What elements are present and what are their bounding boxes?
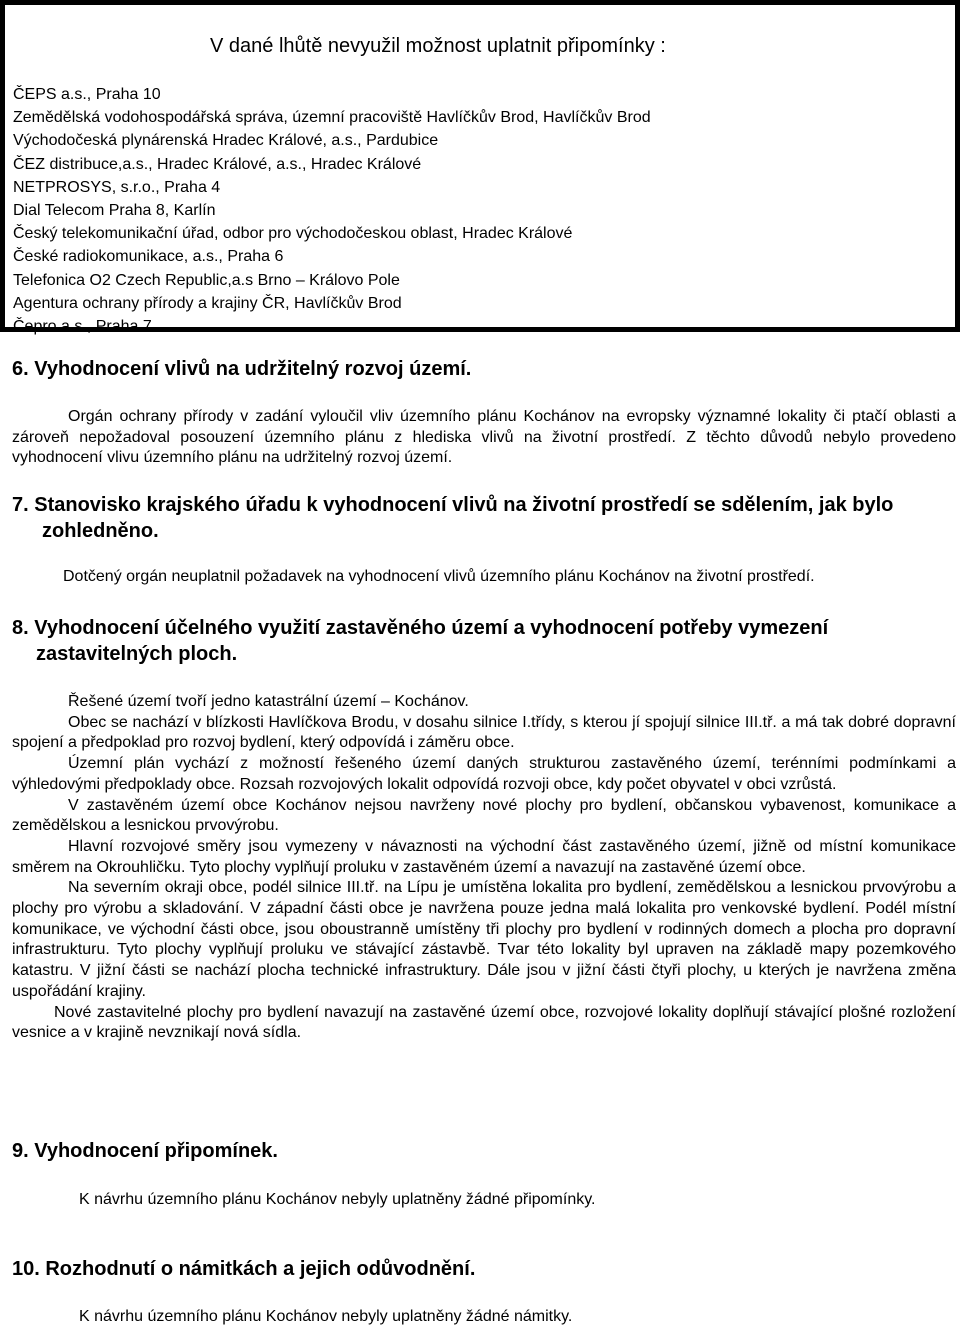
section-8-text bbox=[12, 692, 956, 1044]
paragraph: Hlavní rozvojové směry jsou vymezeny v návaznosti na východní část zastavěného území, jižně od místní komunikace směrem na Okrouhličku. Tyto plochy vyplňují proluku v zastavěném území a navazují na zastavěné území obce. bbox=[12, 837, 956, 876]
paragraph: Obec se nachází v blízkosti Havlíčkova Brodu, v dosahu silnice I.třídy, s kterou jí spojují silnice III.tř. a má tak dobré dopravní spojení a předpoklad pro rozvoj bydlení, který odpovídá i záměru obce. bbox=[12, 713, 956, 752]
list-item: Čepro a.s., Praha 7 bbox=[13, 317, 152, 335]
list-item: Agentura ochrany přírody a krajiny ČR, Havlíčkův Brod bbox=[13, 294, 402, 312]
list-item: ČEZ distribuce,a.s., Hradec Králové, a.s., Hradec Králové bbox=[13, 155, 422, 173]
list-item: ČEPS a.s., Praha 10 bbox=[13, 86, 161, 103]
list-item: Zemědělská vodohospodářská správa, územní pracoviště Havlíčkův Brod, Havlíčkův Brod bbox=[13, 109, 651, 127]
section-7-heading: 7. Stanovisko krajského úřadu k vyhodnocení vlivů na životní prostředí se sdělením, jak bylo zohledněno. bbox=[12, 494, 894, 542]
paragraph: Řešené území tvoří jedno katastrální území – Kochánov. bbox=[68, 693, 469, 710]
section-9-text: K návrhu územního plánu Kochánov nebyly uplatněny žádné připomínky. bbox=[79, 1191, 596, 1208]
section-7-text: Dotčený orgán neuplatnil požadavek na vyhodnocení vlivů územního plánu Kochánov na životní prostředí. bbox=[63, 568, 815, 585]
paragraph: Nové zastavitelné plochy pro bydlení navazují na zastavěné území obce, rozvojové lokality doplňují stávající plošné rozložení vesnice a v krajině nevznikají nová sídla. bbox=[12, 1003, 956, 1042]
section-8-heading: 8. Vyhodnocení účelného využití zastavěného území a vyhodnocení potřeby vymezení zastavitelných ploch. bbox=[12, 617, 829, 665]
non-responders-box bbox=[0, 0, 960, 335]
box-title: V dané lhůtě nevyužil možnost uplatnit připomínky : bbox=[210, 35, 666, 57]
section-6-heading: 6. Vyhodnocení vlivů na udržitelný rozvoj území. bbox=[12, 358, 472, 380]
paragraph: Na severním okraji obce, podél silnice III.tř. na Lípu je umístěna lokalita pro bydlení, zemědělskou a lesnickou prvovýrobu a plochy pro výrobu a skladování. V západní části obce je navržena pouze jedna malá lokalita pro venkovské bydlení. Podél místní komunikace, ve východní části obce, jsou oboustranně umístěny tři plochy pro bydlení v rodinných domech a plocha pro dopravní infrastrukturu. Tyto plochy vyplňují proluku ve stávající zástavbě. Tvar této lokality byl upraven na základě mapy pozemkového katastru. V jižní části se nachází plocha technické infrastruktury. Dále jsou v jižní části čtyři plochy, u kterých je navržena změna uspořádání krajiny. bbox=[12, 879, 956, 1000]
list-item: Východočeská plynárenská Hradec Králové, a.s., Pardubice bbox=[13, 132, 439, 150]
paragraph: V zastavěném území obce Kochánov nejsou navrženy nové plochy pro bydlení, občanskou vybavenost, komunikace a zemědělskou a lesnickou prvovýrobu. bbox=[12, 796, 956, 835]
paragraph: Orgán ochrany přírody v zadání vyloučil vliv územního plánu Kochánov na evropsky významné lokality či ptačí oblasti a zároveň nepožadoval posouzení územního plánu z hlediska vlivů na životní prostředí. Z těchto důvodů nebylo provedeno vyhodnocení vlivu územního plánu na udržitelný rozvoj území. bbox=[12, 408, 956, 467]
section-10-text: K návrhu územního plánu Kochánov nebyly uplatněny žádné námitky. bbox=[79, 1308, 573, 1325]
section-6-text bbox=[12, 407, 956, 469]
list-item: České radiokomunikace, a.s., Praha 6 bbox=[13, 248, 284, 266]
list-item: Český telekomunikační úřad, odbor pro východočeskou oblast, Hradec Králové bbox=[13, 225, 573, 243]
list-item: Telefonica O2 Czech Republic,a.s Brno – Královo Pole bbox=[13, 271, 400, 289]
paragraph: Územní plán vychází z možností řešeného území daných strukturou zastavěného území, terénními podmínkami a výhledovými předpoklady obce. Rozsah rozvojových lokalit odpovídá rozvoji obce, kdy počet obyvatel v obci vzrůstá. bbox=[12, 755, 956, 793]
list-item: Dial Telecom Praha 8, Karlín bbox=[13, 201, 216, 219]
non-responders-list bbox=[13, 83, 953, 338]
section-9-heading: 9. Vyhodnocení připomínek. bbox=[12, 1140, 278, 1162]
section-10-heading: 10. Rozhodnutí o námitkách a jejich odůvodnění. bbox=[12, 1258, 476, 1280]
list-item: NETPROSYS, s.r.o., Praha 4 bbox=[13, 178, 221, 196]
